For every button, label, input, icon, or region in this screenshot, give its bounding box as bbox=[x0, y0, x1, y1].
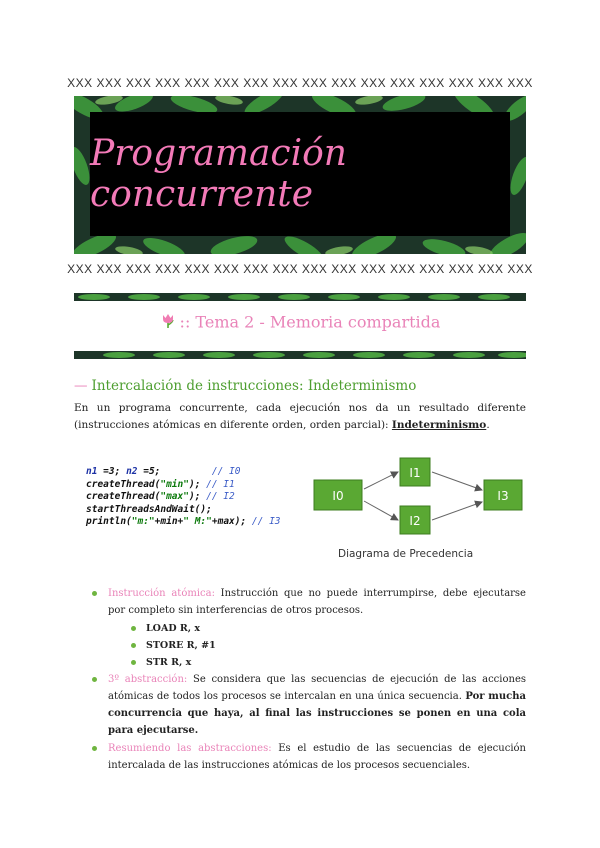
code-token: =3; bbox=[97, 466, 127, 477]
tulip-icon bbox=[160, 312, 176, 334]
list-item bbox=[74, 740, 526, 774]
code-string: " M:" bbox=[183, 516, 212, 527]
code-comment: // I3 bbox=[251, 516, 281, 527]
item-text: Instrucción que no puede interrumpirse, debe ejecutarse por completo sin interferencias de otros procesos. bbox=[108, 588, 526, 616]
section-heading bbox=[74, 378, 416, 394]
bullet-dot bbox=[131, 660, 136, 665]
sub-item-text: STORE R, #1 bbox=[146, 640, 216, 651]
bullet-dot bbox=[131, 643, 136, 648]
code-token: =5; bbox=[137, 466, 212, 477]
code-token: createThread( bbox=[86, 491, 161, 502]
intro-end: . bbox=[486, 419, 490, 431]
item-text: Es el estudio de las secuencias de ejecución intercalada de las instrucciones atómicas de los procesos secuenciales. bbox=[108, 743, 526, 771]
code-string: "min" bbox=[160, 478, 189, 490]
item-label: 3º abstracción: bbox=[108, 674, 188, 685]
code-string: "m:" bbox=[131, 516, 155, 527]
code-token: +min+ bbox=[154, 516, 184, 527]
intro-text: En un programa concurrente, cada ejecución nos da un resultado diferente (instrucciones atómicas en diferente orden, orden parcial): bbox=[74, 402, 526, 431]
code-token: n2 bbox=[126, 466, 138, 477]
code-token: +max); bbox=[211, 516, 252, 527]
bullet-dot bbox=[92, 591, 97, 596]
node-label: I3 bbox=[497, 489, 509, 503]
code-token: ); bbox=[188, 478, 207, 490]
sub-item-text: STR R, x bbox=[146, 657, 192, 668]
topic-title: :: Tema 2 - Memoria compartida bbox=[179, 312, 441, 332]
diagram-caption: Diagrama de Precedencia bbox=[338, 548, 474, 560]
bullet-list bbox=[74, 585, 526, 775]
edge-i1-i3 bbox=[432, 472, 482, 490]
code-comment: // I2 bbox=[206, 491, 235, 502]
node-label: I0 bbox=[332, 489, 344, 503]
precedence-diagram bbox=[310, 456, 540, 546]
title-banner bbox=[74, 96, 526, 254]
leaf-strip-bottom bbox=[74, 351, 526, 359]
code-token: n1 bbox=[86, 466, 98, 477]
bullet-dot bbox=[92, 677, 97, 682]
sub-list-item bbox=[74, 654, 526, 671]
leaf-strip-top bbox=[74, 293, 526, 301]
top-xxx-row: XXX XXX XXX XXX XXX XXX XXX XXX XXX XXX XXX XXX XXX XXX XXX XXX bbox=[67, 76, 533, 90]
code-token: println( bbox=[86, 516, 132, 527]
sub-list-item bbox=[74, 620, 526, 637]
list-item bbox=[74, 585, 526, 619]
code-token: ); bbox=[188, 491, 207, 502]
sub-list-item bbox=[74, 637, 526, 654]
item-label: Instrucción atómica: bbox=[108, 588, 215, 599]
bullet-dot bbox=[131, 626, 136, 631]
list-item bbox=[74, 671, 526, 739]
intro-bold: Indeterminismo bbox=[391, 419, 487, 431]
item-label: Resumiendo las abstracciones: bbox=[108, 743, 272, 754]
code-string: "max" bbox=[160, 491, 189, 502]
sub-item-text: LOAD R, x bbox=[146, 623, 201, 634]
code-comment: // I1 bbox=[206, 478, 235, 490]
bottom-xxx-row: XXX XXX XXX XXX XXX XXX XXX XXX XXX XXX XXX XXX XXX XXX XXX XXX bbox=[67, 262, 533, 276]
item-text: Se considera que las secuencias de ejecución de las acciones atómicas de todos los procesos se intercalan en una única secuencia. bbox=[108, 674, 526, 702]
page-title: Programación concurrente bbox=[90, 133, 347, 215]
code-token: startThreadsAndWait(); bbox=[86, 503, 212, 515]
heading-dash: — bbox=[74, 378, 88, 394]
section-heading-text: Intercalación de instrucciones: Indeterminismo bbox=[91, 378, 417, 394]
node-label: I1 bbox=[409, 466, 421, 480]
edge-i0-i1 bbox=[364, 472, 398, 489]
edge-i0-i2 bbox=[364, 501, 398, 520]
bullet-dot bbox=[92, 746, 97, 751]
topic-heading bbox=[74, 312, 526, 334]
edge-i2-i3 bbox=[432, 502, 482, 520]
code-token: createThread( bbox=[86, 478, 161, 490]
node-label: I2 bbox=[409, 514, 421, 528]
intro-paragraph bbox=[74, 400, 526, 434]
code-comment: // I0 bbox=[211, 466, 241, 477]
code-block bbox=[86, 466, 281, 529]
item-bold: Por mucha concurrencia que haya, al final las instrucciones se ponen en una cola para ejecutarse. bbox=[108, 691, 526, 736]
